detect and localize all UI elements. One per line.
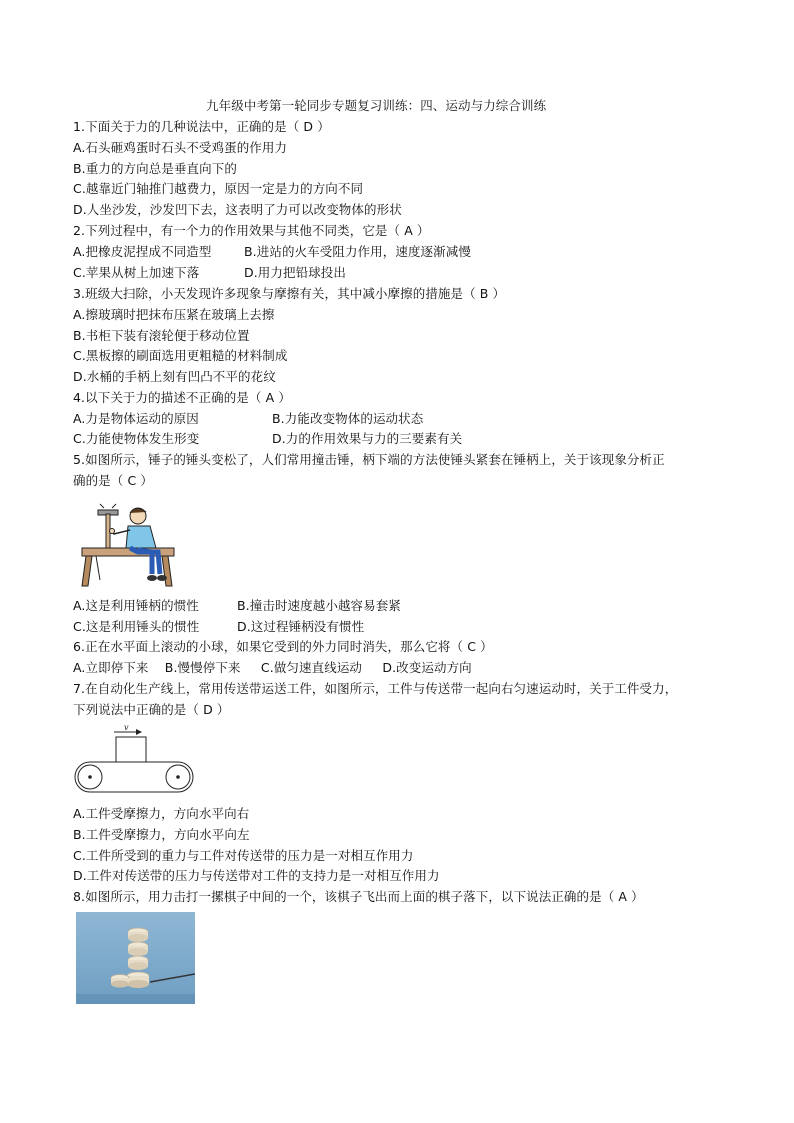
q1-stem: 1.下面关于力的几种说法中，正确的是（ D ） [73, 119, 330, 134]
q2-stem: 2.下列过程中，有一个力的作用效果与其他不同类，它是（ A ） [73, 223, 430, 238]
q8-stem: 8.如图所示，用力击打一摞棋子中间的一个，该棋子飞出而上面的棋子落下，以下说法正确的是（ A ） [73, 889, 644, 904]
q5-option-b: B.撞击时速度越小越容易套紧 [237, 598, 401, 613]
q2-option-c: C.苹果从树上加速下落 [73, 265, 200, 280]
q4-stem: 4.以下关于力的描述不正确的是（ A ） [73, 390, 291, 405]
q5-stem-line2: 确的是（ C ） [73, 473, 153, 488]
q6-options: A.立即停下来 B.慢慢停下来 C.做匀速直线运动 D.改变运动方向 [73, 660, 472, 675]
q4-option-d: D.力的作用效果与力的三要素有关 [272, 431, 463, 446]
q1-option-a: A.石头砸鸡蛋时石头不受鸡蛋的作用力 [73, 140, 288, 155]
q7-option-c: C.工件所受到的重力与工件对传送带的压力是一对相互作用力 [73, 848, 414, 863]
q5-option-d: D.这过程锤柄没有惯性 [237, 619, 365, 634]
velocity-label: v [124, 724, 129, 732]
q1-option-d: D.人坐沙发，沙发凹下去，这表明了力可以改变物体的形状 [73, 202, 402, 217]
q7-option-a: A.工件受摩擦力，方向水平向右 [73, 806, 250, 821]
chess-pieces-photo [76, 912, 195, 1004]
q1-option-c: C.越靠近门轴推门越费力，原因一定是力的方向不同 [73, 181, 364, 196]
q3-option-a: A.擦玻璃时把抹布压紧在玻璃上去擦 [73, 307, 275, 322]
q3-stem: 3.班级大扫除，小天发现许多现象与摩擦有关，其中减小摩擦的措施是（ B ） [73, 286, 506, 301]
q5-option-a: A.这是利用锤柄的惯性 [73, 598, 199, 613]
q4-option-c: C.力能使物体发生形变 [73, 431, 200, 446]
q3-option-b: B.书柜下装有滚轮便于移动位置 [73, 328, 250, 343]
q2-option-b: B.进站的火车受阻力作用，速度逐渐减慢 [244, 244, 471, 259]
page-title: 九年级中考第一轮同步专题复习训练：四、运动与力综合训练 [206, 98, 547, 113]
q1-option-b: B.重力的方向总是垂直向下的 [73, 161, 237, 176]
hammer-bench-figure [78, 496, 178, 592]
q4-option-b: B.力能改变物体的运动状态 [272, 411, 424, 426]
q2-option-d: D.用力把铅球投出 [244, 265, 346, 280]
q2-option-a: A.把橡皮泥捏成不同造型 [73, 244, 212, 259]
conveyor-belt-figure [72, 724, 198, 798]
q6-stem: 6.正在水平面上滚动的小球，如果它受到的外力同时消失，那么它将（ C ） [73, 639, 493, 654]
q5-option-c: C.这是利用锤头的惯性 [73, 619, 200, 634]
q3-option-d: D.水桶的手柄上刻有凹凸不平的花纹 [73, 369, 276, 384]
q7-option-b: B.工件受摩擦力，方向水平向左 [73, 827, 250, 842]
q7-stem-line1: 7.在自动化生产线上，常用传送带运送工件，如图所示，工件与传送带一起向右匀速运动时，关于工件受力， [73, 681, 678, 696]
q4-option-a: A.力是物体运动的原因 [73, 411, 199, 426]
q5-stem-line1: 5.如图所示，锤子的锤头变松了，人们常用撞击锤，柄下端的方法使锤头紧套在锤柄上，关于该现象分析正 [73, 452, 665, 467]
q3-option-c: C.黑板擦的刷面选用更粗糙的材料制成 [73, 348, 288, 363]
q7-stem-line2: 下列说法中正确的是（ D ） [73, 702, 230, 717]
q7-option-d: D.工件对传送带的压力与传送带对工件的支持力是一对相互作用力 [73, 868, 440, 883]
